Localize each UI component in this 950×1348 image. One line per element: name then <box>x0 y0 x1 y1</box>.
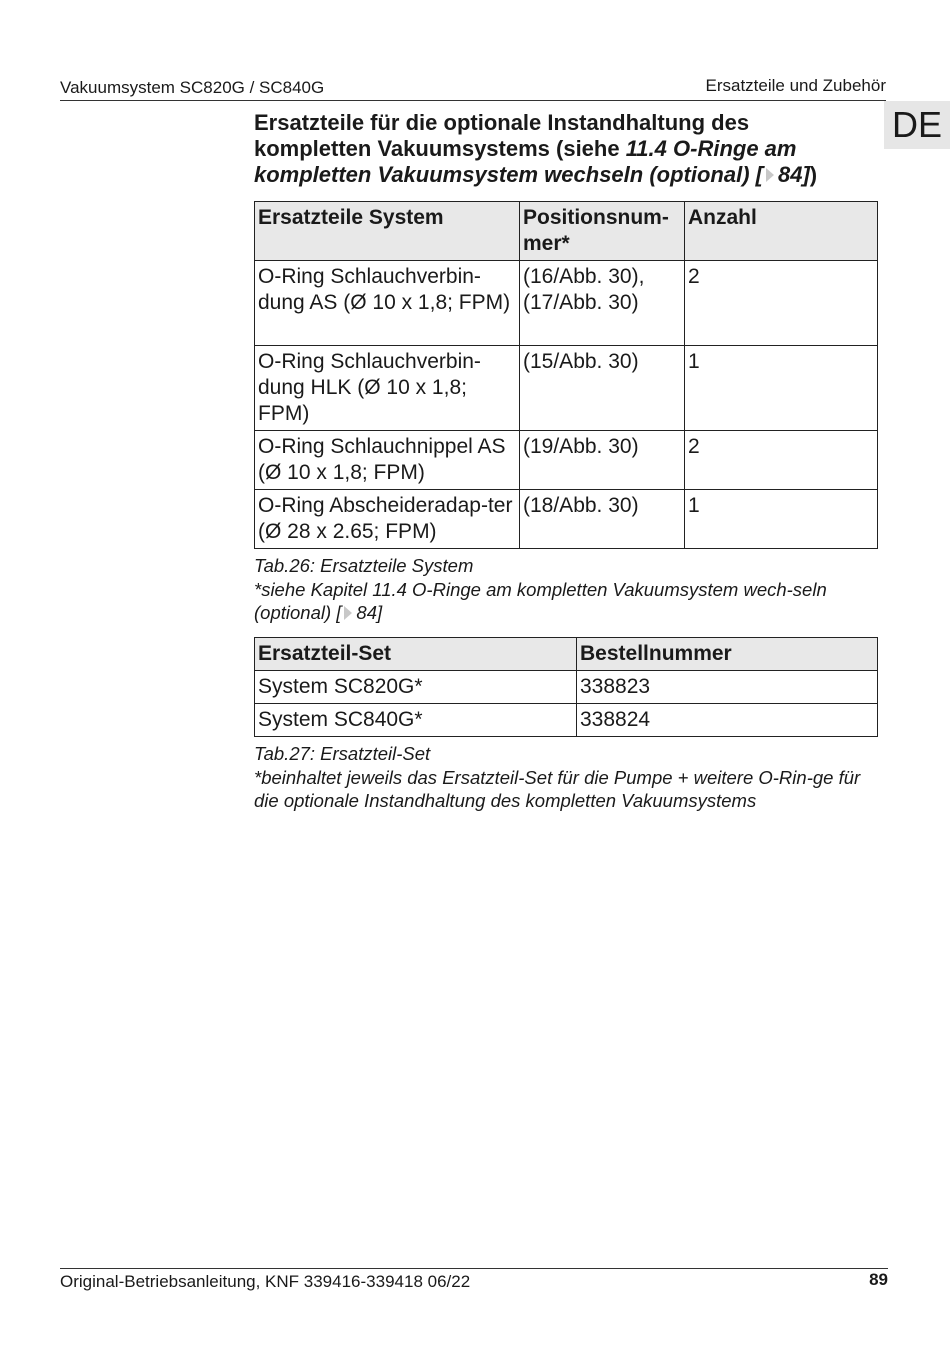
language-tab: DE <box>884 101 950 149</box>
header-document-title: Vakuumsystem SC820G / SC840G <box>60 78 325 97</box>
page-ref-arrow-icon <box>766 168 774 182</box>
table-row <box>255 671 878 704</box>
quantity-cell: 1 <box>685 346 878 431</box>
position-cell: (15/Abb. 30) <box>520 346 685 431</box>
table-header-cell: Positionsnum-mer* <box>520 202 685 261</box>
page-ref-arrow-icon <box>344 606 352 620</box>
position-cell: (19/Abb. 30) <box>520 431 685 490</box>
table-header-row <box>255 202 878 261</box>
table-header-cell: Anzahl <box>685 202 878 261</box>
page-number: 89 <box>869 1270 888 1289</box>
footnote-page-link[interactable]: 84] <box>356 602 383 623</box>
section-title: Ersatzteile für die optionale Instandhaltung des kompletten Vakuumsystems (siehe 11.4 O-Ringe am kompletten Vakuumsystem wechseln (optional) [ 84]) <box>254 110 818 187</box>
table-caption: Tab.27: Ersatzteil-Set <box>254 743 431 764</box>
part-name-cell: O-Ring Schlauchverbin-dung HLK (Ø 10 x 1,8; FPM) <box>255 346 520 431</box>
header-divider <box>60 100 886 101</box>
set-name-cell: System SC820G* <box>255 671 577 704</box>
table-header-cell: Bestellnummer <box>577 638 878 671</box>
footer-divider <box>60 1268 888 1269</box>
header-chapter-title: Ersatzteile und Zubehör <box>705 76 886 95</box>
section-title-text: Ersatzteile für die optionale Instandhaltung des kompletten Vakuumsystems (siehe <box>254 110 750 161</box>
spare-parts-set-table <box>254 637 878 737</box>
position-cell: (16/Abb. 30), (17/Abb. 30) <box>520 261 685 346</box>
footer-document-info: Original-Betriebsanleitung, KNF 339416-339418 06/22 <box>60 1272 471 1291</box>
table-row <box>255 431 878 490</box>
table-row <box>255 261 878 346</box>
table-header-cell: Ersatzteil-Set <box>255 638 577 671</box>
table-footnote: *siehe Kapitel 11.4 O-Ringe am kompletten Vakuumsystem wech-seln (optional) [ 84] <box>254 579 827 623</box>
quantity-cell: 2 <box>685 261 878 346</box>
quantity-cell: 2 <box>685 431 878 490</box>
order-number-cell: 338823 <box>577 671 878 704</box>
set-name-cell: System SC840G* <box>255 704 577 737</box>
part-name-cell: O-Ring Schlauchnippel AS (Ø 10 x 1,8; FPM) <box>255 431 520 490</box>
order-number-cell: 338824 <box>577 704 878 737</box>
table-row <box>255 490 878 549</box>
table-header-cell: Ersatzteile System <box>255 202 520 261</box>
quantity-cell: 1 <box>685 490 878 549</box>
table-row <box>255 346 878 431</box>
spare-parts-system-table <box>254 201 878 549</box>
table-header-row <box>255 638 878 671</box>
section-title-link[interactable]: 11.4 O-Ringe am kompletten Vakuumsystem wechseln (optional) [ 84] <box>254 136 810 187</box>
table-footnote: *beinhaltet jeweils das Ersatzteil-Set für die Pumpe + weitere O-Rin-ge für die optionale Instandhaltung des kompletten Vakuumsystems <box>254 767 861 811</box>
table-row <box>255 704 878 737</box>
part-name-cell: O-Ring Abscheideradap-ter (Ø 28 x 2.65; FPM) <box>255 490 520 549</box>
part-name-cell: O-Ring Schlauchverbin-dung AS (Ø 10 x 1,8; FPM) <box>255 261 520 346</box>
position-cell: (18/Abb. 30) <box>520 490 685 549</box>
table-caption: Tab.26: Ersatzteile System <box>254 555 474 576</box>
